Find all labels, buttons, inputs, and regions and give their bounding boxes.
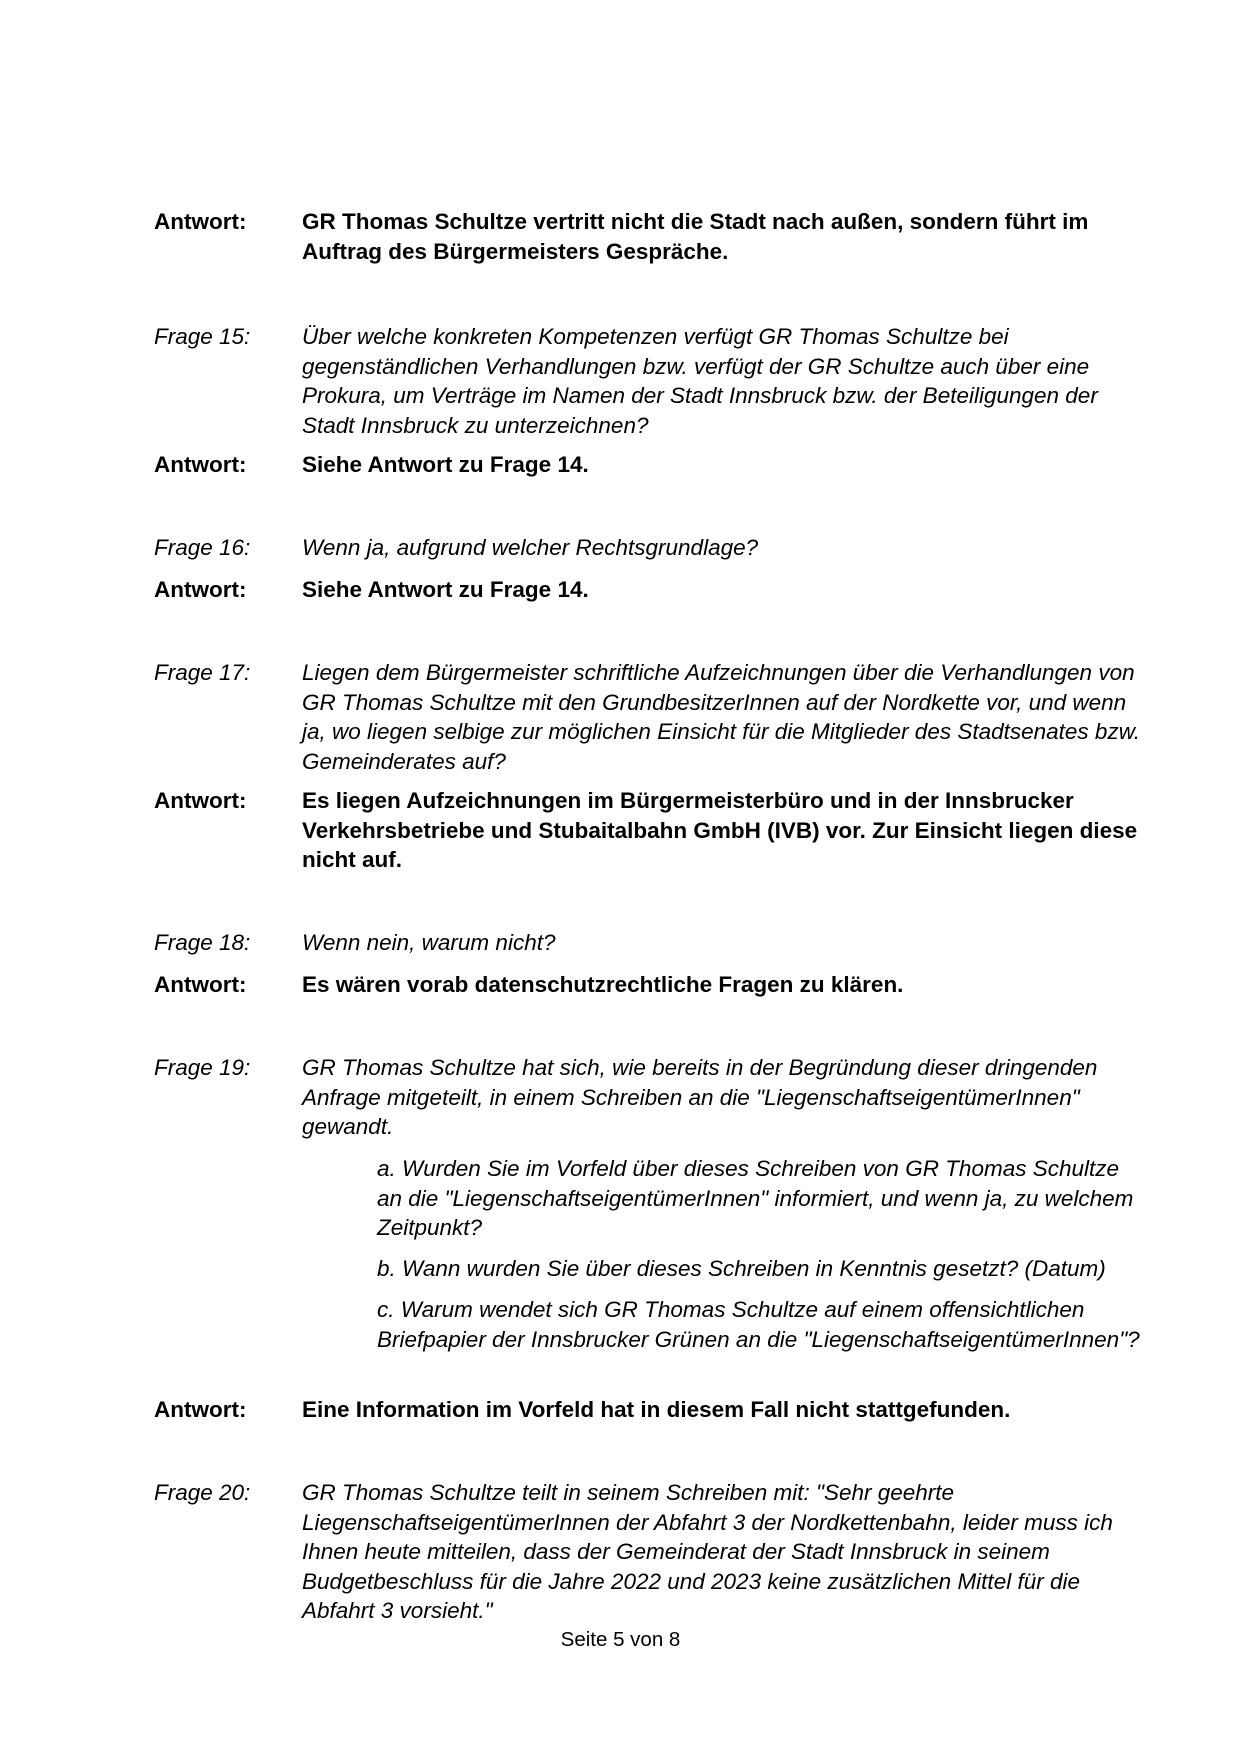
answer-15 <box>154 450 1144 480</box>
question-20 <box>154 1478 1144 1626</box>
answer-18 <box>154 970 1144 1000</box>
answer-label: Antwort: <box>154 972 247 997</box>
question-label: Frage 19: <box>154 1055 251 1080</box>
answer-label: Antwort: <box>154 209 247 234</box>
question-text: Wenn ja, aufgrund welcher Rechtsgrundlage? <box>302 535 759 560</box>
question-19 <box>154 1053 1144 1142</box>
answer-text: GR Thomas Schultze vertritt nicht die Stadt nach außen, sondern führt im Auftrag des Bürgermeisters Gespräche. <box>302 209 1089 264</box>
question-15 <box>154 322 1144 440</box>
answer-17 <box>154 786 1144 875</box>
page-number: Seite 5 von 8 <box>560 1628 681 1651</box>
answer-label: Antwort: <box>154 577 247 602</box>
question-label: Frage 16: <box>154 535 251 560</box>
answer-14 <box>154 207 1144 266</box>
answer-label: Antwort: <box>154 1397 247 1422</box>
answer-text: Es liegen Aufzeichnungen im Bürgermeisterbüro und in der Innsbrucker Verkehrsbetriebe und Stubaitalbahn GmbH (IVB) vor. Zur Einsicht liegen diese nicht auf. <box>302 788 1138 872</box>
question-label: Frage 17: <box>154 660 251 685</box>
answer-text: Eine Information im Vorfeld hat in diesem Fall nicht stattgefunden. <box>302 1397 1011 1422</box>
answer-text: Es wären vorab datenschutzrechtliche Fragen zu klären. <box>302 972 904 997</box>
question-17 <box>154 658 1144 776</box>
question-19-item-c: c. Warum wendet sich GR Thomas Schultze auf einem offensichtlichen Briefpapier der Innsbrucker Grünen an die "LiegenschaftseigentümerInnen"? <box>377 1297 1140 1352</box>
question-text: GR Thomas Schultze teilt in seinem Schreiben mit: "Sehr geehrte LiegenschaftseigentümerInnen der Abfahrt 3 der Nordkettenbahn, leider muss ich Ihnen heute mitteilen, dass der Gemeinderat der Stadt Innsbruck in seinem Budgetbeschluss für die Jahre 2022 und 2023 keine zusätzlichen Mittel für die Abfahrt 3 vorsieht." <box>302 1480 1113 1623</box>
question-text: Wenn nein, warum nicht? <box>302 930 556 955</box>
question-16 <box>154 533 1144 563</box>
answer-label: Antwort: <box>154 788 247 813</box>
answer-text: Siehe Antwort zu Frage 14. <box>302 577 589 602</box>
question-19-item-a: a. Wurden Sie im Vorfeld über dieses Schreiben von GR Thomas Schultze an die "LiegenschaftseigentümerInnen" informiert, und wenn ja, zu welchem Zeitpunkt? <box>377 1156 1134 1240</box>
answer-text: Siehe Antwort zu Frage 14. <box>302 452 589 477</box>
question-text: Über welche konkreten Kompetenzen verfügt GR Thomas Schultze bei gegenständlichen Verhandlungen bzw. verfügt der GR Schultze auch über eine Prokura, um Verträge im Namen der Stadt Innsbruck bzw. der Beteiligungen der Stadt Innsbruck zu unterzeichnen? <box>302 324 1098 438</box>
question-label: Frage 15: <box>154 324 251 349</box>
question-label: Frage 18: <box>154 930 251 955</box>
answer-19 <box>154 1395 1144 1425</box>
question-18 <box>154 928 1144 958</box>
question-19-item-b: b. Wann wurden Sie über dieses Schreiben in Kenntnis gesetzt? (Datum) <box>377 1256 1106 1281</box>
question-text: GR Thomas Schultze hat sich, wie bereits in der Begründung dieser dringenden Anfrage mitgeteilt, in einem Schreiben an die "LiegenschaftseigentümerInnen" gewandt. <box>302 1055 1098 1139</box>
question-text: Liegen dem Bürgermeister schriftliche Aufzeichnungen über die Verhandlungen von GR Thomas Schultze mit den GrundbesitzerInnen auf der Nordkette vor, und wenn ja, wo liegen selbige zur möglichen Einsicht für die Mitglieder des Stadtsenates bzw. Gemeinderates auf? <box>302 660 1140 774</box>
answer-16 <box>154 575 1144 605</box>
question-label: Frage 20: <box>154 1480 251 1505</box>
answer-label: Antwort: <box>154 452 247 477</box>
